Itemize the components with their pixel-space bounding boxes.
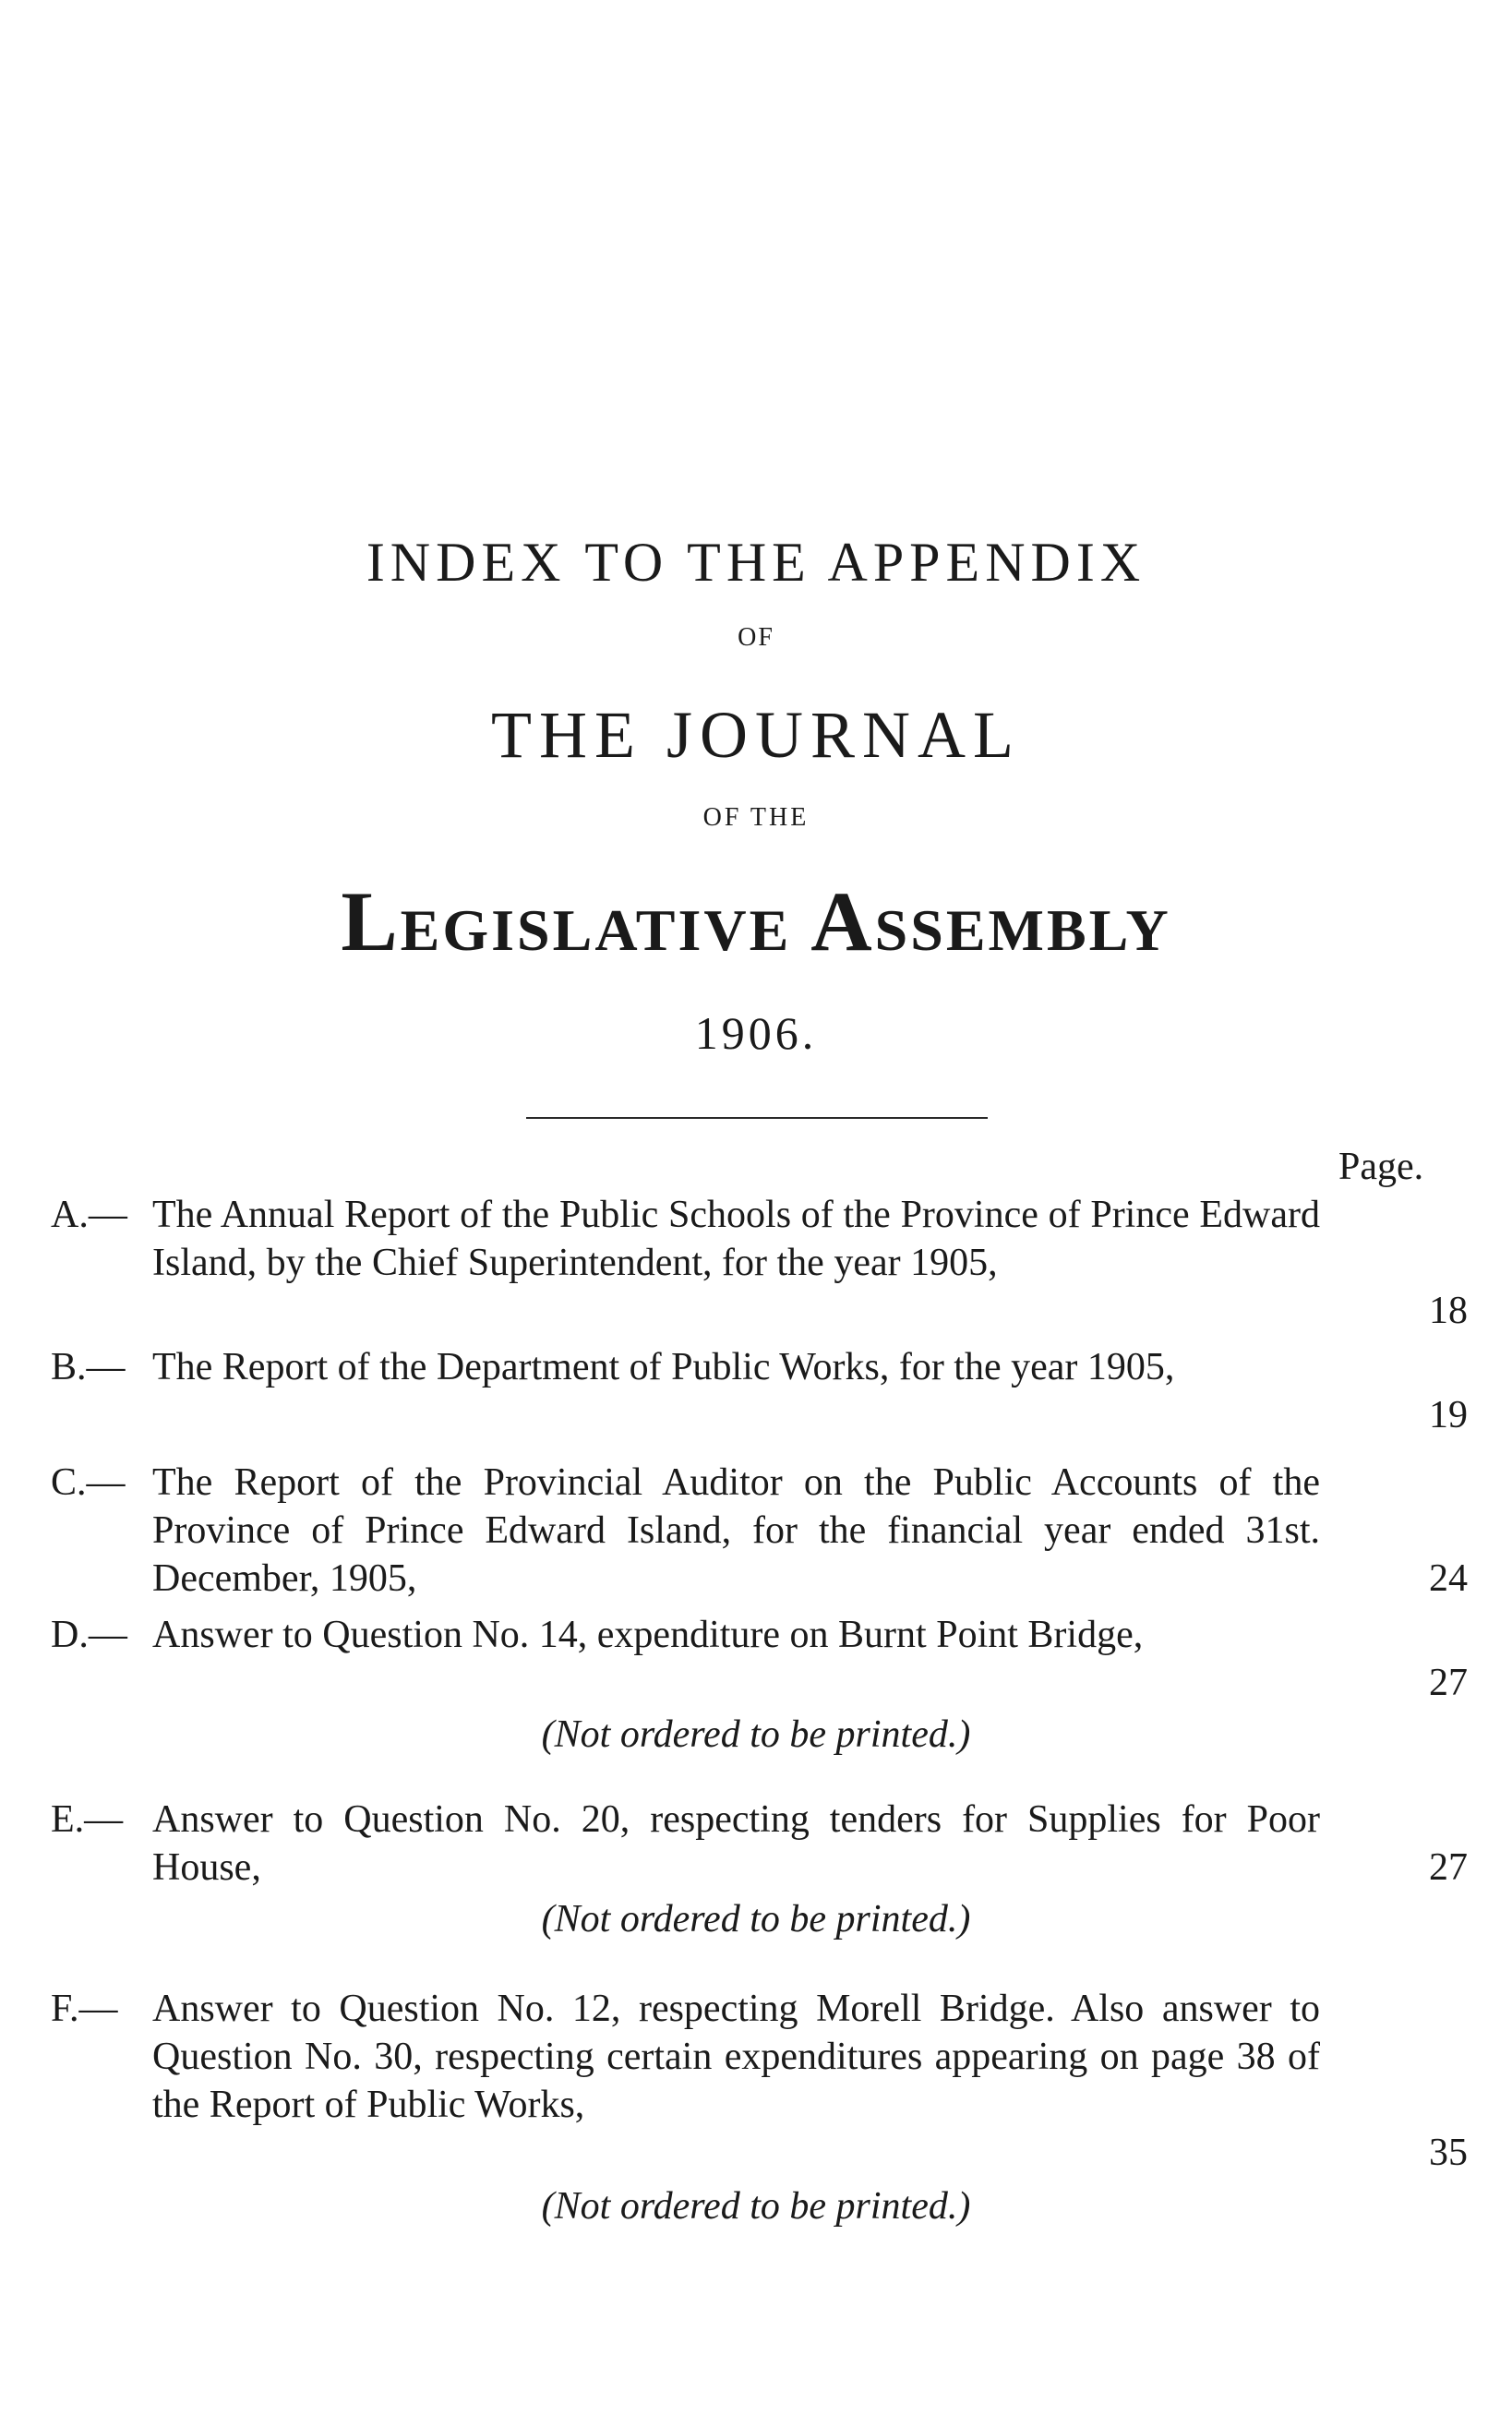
entry-letter: B.— [51, 1346, 126, 1388]
entry-letter: E.— [51, 1798, 124, 1841]
page-column-heading: Page. [1338, 1146, 1424, 1188]
entry-text-content: Answer to Question No. 12, respecting Morell Bridge. Also answer to Question No. 30, respecting certain expenditures appearing on page 38 of the Report of Public Works, [152, 1988, 1320, 2126]
entry-text-content: The Report of the Provincial Auditor on the Public Accounts of the Province of Prince Edward Island, for the financial year ended 31st. December, 1905, [152, 1461, 1320, 1600]
assembly-title: Legislative Assembly [341, 874, 1171, 968]
entry-text-content: Answer to Question No. 14, expenditure on Burnt Point Bridge, [152, 1614, 1144, 1656]
entry-page-number: 27 [1429, 1846, 1468, 1889]
not-printed-note: (Not ordered to be printed.) [541, 2185, 971, 2228]
not-printed-note: (Not ordered to be printed.) [541, 1898, 971, 1940]
entry-page-number: 18 [1429, 1290, 1468, 1332]
divider-rule [526, 1117, 988, 1119]
title-connector-of: OF [738, 623, 774, 652]
entry-text [152, 1459, 1320, 1603]
entry-text [152, 1985, 1320, 2129]
entry-letter: D.— [51, 1614, 127, 1656]
entry-page-number: 24 [1429, 1557, 1468, 1600]
entry-text-content: The Annual Report of the Public Schools of the Province of Prince Edward Island, by the Chief Superintendent, for the year 1905, [152, 1194, 1320, 1284]
entry-text [152, 1796, 1320, 1892]
year: 1906. [694, 1007, 818, 1059]
entry-letter: A.— [51, 1194, 127, 1236]
entry-page-number: 27 [1429, 1662, 1468, 1704]
entry-page-number: 35 [1429, 2132, 1468, 2174]
entry-text-content: The Report of the Department of Public Works, for the year 1905, [152, 1346, 1175, 1388]
journal-title: THE JOURNAL [491, 698, 1021, 772]
entry-text [152, 1611, 1320, 1659]
entry-letter: C.— [51, 1461, 126, 1504]
not-printed-note: (Not ordered to be printed.) [541, 1713, 971, 1756]
entry-text [152, 1191, 1320, 1287]
entry-letter: F.— [51, 1988, 118, 2030]
entry-text [152, 1343, 1320, 1391]
entry-page-number: 19 [1429, 1394, 1468, 1436]
index-title: INDEX TO THE APPENDIX [366, 532, 1146, 593]
entry-text-content: Answer to Question No. 20, respecting tenders for Supplies for Poor House, [152, 1798, 1320, 1889]
title-connector-of-the: OF THE [702, 803, 810, 832]
